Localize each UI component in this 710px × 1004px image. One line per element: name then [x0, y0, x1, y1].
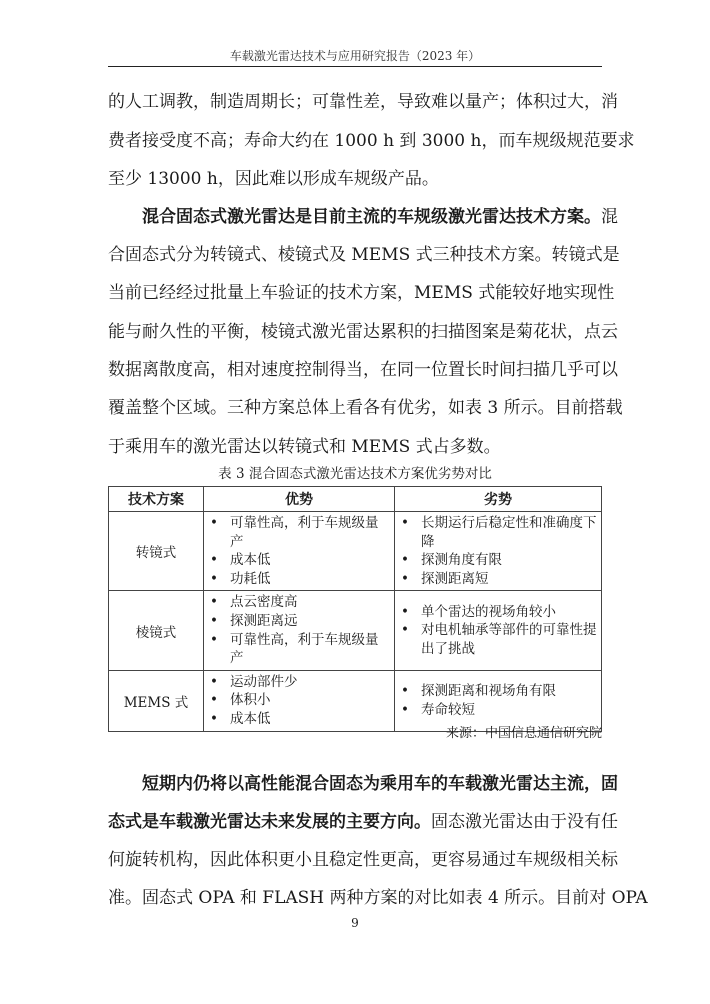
- header-cell: 技术方案: [109, 487, 204, 512]
- bullet-item: • 长期运行后稳定性和准确度下降: [395, 514, 597, 551]
- bullet-item: • 可靠性高，利于车规级量产: [204, 631, 390, 668]
- cons-list: [395, 512, 601, 590]
- bold-text: 态式是车载激光雷达未来发展的主要方向。: [108, 812, 431, 832]
- scheme-name: MEMS 式: [109, 670, 204, 731]
- bullet-item: • 功耗低: [204, 570, 390, 589]
- pros-list: [204, 512, 394, 590]
- text-segment: 合固态式分为转镜式、棱镜式及 MEMS 式三种技术方案。转镜式是: [108, 245, 620, 265]
- bullet-item: • 探测距离和视场角有限: [395, 682, 597, 701]
- pros-cell: [204, 591, 395, 670]
- header-cell: 劣势: [395, 487, 602, 512]
- bullet-item: • 运动部件少: [204, 673, 390, 692]
- cons-list: [395, 601, 601, 661]
- table-source: 来源：中国信息通信研究院: [445, 726, 602, 741]
- text-line: [108, 849, 618, 871]
- table-caption: 表 3 混合固态式激光雷达技术方案优劣势对比: [218, 466, 492, 482]
- text-segment: 至少 13000 h，因此难以形成车规级产品。: [108, 169, 439, 189]
- text-line: [108, 773, 618, 795]
- text-line: [108, 244, 620, 266]
- bullet-item: • 探测距离远: [204, 612, 390, 631]
- bullet-item: • 成本低: [204, 710, 390, 729]
- text-segment: 数据离散度高，相对速度控制得当，在同一位置长时间扫描几乎可以: [108, 360, 618, 380]
- bullet-item: • 对电机轴承等部件的可靠性提出了挑战: [395, 621, 597, 658]
- text-segment: 于乘用车的激光雷达以转镜式和 MEMS 式占多数。: [108, 437, 501, 457]
- text-line: [108, 397, 623, 419]
- text-segment: 的人工调教，制造周期长；可靠性差，导致难以量产；体积过大，消: [108, 92, 618, 112]
- text-segment: 当前已经经过批量上车验证的技术方案，MEMS 式能较好地实现性: [108, 283, 615, 303]
- comparison-table: [108, 486, 602, 732]
- bullet-item: • 寿命较短: [395, 701, 597, 720]
- text-segment: 准。固态式 OPA 和 FLASH 两种方案的对比如表 4 所示。目前对 OPA: [108, 888, 648, 908]
- text-line: [108, 359, 618, 381]
- text-segment: 何旋转机构，因此体积更小且稳定性更高，更容易通过车规级相关标: [108, 850, 618, 870]
- bullet-item: • 探测距离短: [395, 570, 597, 589]
- text-line: [108, 811, 618, 833]
- bullet-item: • 点云密度高: [204, 593, 390, 612]
- pros-list: [204, 591, 394, 669]
- cons-cell: [395, 512, 602, 591]
- text-line: [108, 436, 602, 458]
- bold-text: 混合固态式激光雷达是目前主流的车规级激光雷达技术方案。: [142, 207, 601, 227]
- text-line: [108, 130, 635, 152]
- table-row: [109, 512, 602, 591]
- bold-text: 短期内仍将以高性能混合固态为乘用车的车载激光雷达主流，固: [142, 774, 618, 794]
- text-line: [108, 168, 602, 190]
- text-segment: 固态激光雷达由于没有任: [431, 812, 618, 832]
- text-segment: 费者接受度不高；寿命大约在 1000 h 到 3000 h，而车规级规范要求: [108, 131, 635, 151]
- table-header-row: [109, 487, 602, 512]
- scheme-name: 棱镜式: [109, 591, 204, 670]
- text-segment: 能与耐久性的平衡，棱镜式激光雷达累积的扫描图案是菊花状，点云: [108, 322, 618, 342]
- table-row: [109, 591, 602, 670]
- text-line: [108, 321, 618, 343]
- scheme-name: 转镜式: [109, 512, 204, 591]
- cons-list: [395, 680, 601, 721]
- page-number: 9: [351, 916, 359, 930]
- bullet-item: • 体积小: [204, 691, 390, 710]
- header-rule: [108, 66, 602, 67]
- header-cell: 优势: [204, 487, 395, 512]
- bullet-item: • 探测角度有限: [395, 551, 597, 570]
- cons-cell: [395, 591, 602, 670]
- pros-cell: [204, 512, 395, 591]
- text-segment: 覆盖整个区域。三种方案总体上看各有优劣，如表 3 所示。目前搭载: [108, 398, 623, 418]
- text-line: [108, 282, 615, 304]
- bullet-item: • 成本低: [204, 551, 390, 570]
- text-line: [108, 91, 618, 113]
- bullet-item: • 单个雷达的视场角较小: [395, 603, 597, 622]
- running-header: 车载激光雷达技术与应用研究报告（2023 年）: [229, 49, 481, 63]
- text-line: [108, 887, 648, 909]
- text-line: [108, 206, 618, 228]
- text-segment: 混: [601, 207, 618, 227]
- bullet-item: • 可靠性高，利于车规级量产: [204, 514, 390, 551]
